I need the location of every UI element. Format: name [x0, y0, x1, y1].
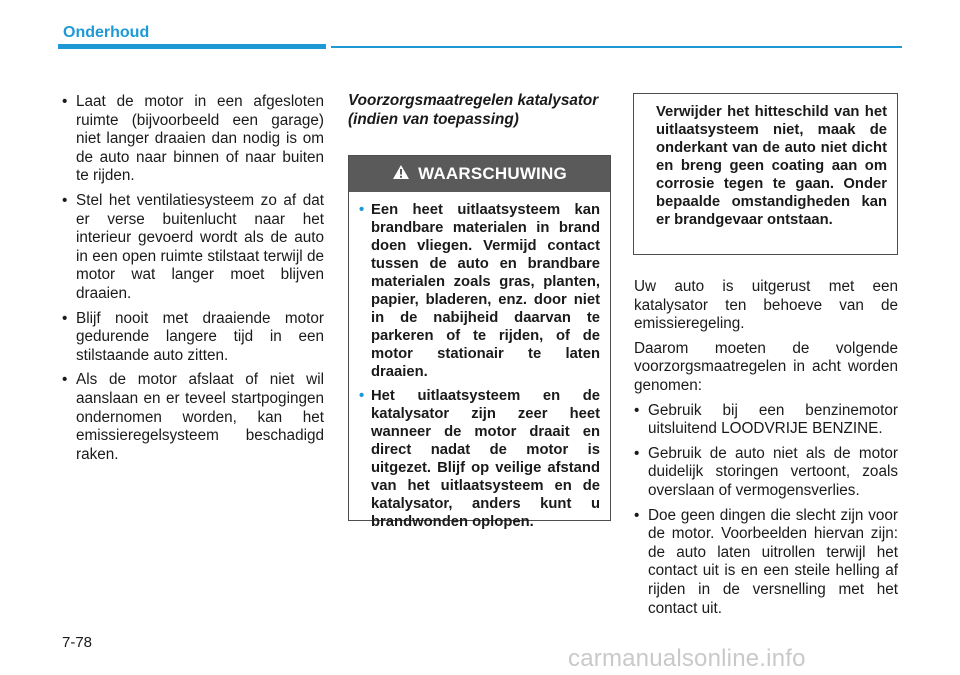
list-item: • Gebruik de auto niet als de motor duidelijk storingen vertoont, zoals overslaan of vermogensverlies.: [634, 445, 898, 501]
warning-header: [349, 156, 610, 192]
list-item: • Als de motor afslaat of niet wil aanslaan en er teveel startpogingen ondernomen worden, kan het emissieregelsysteem beschadigd raken.: [62, 371, 324, 464]
list-item: • Gebruik bij een benzinemotor uitsluitend LOODVRIJE BENZINE.: [634, 402, 898, 439]
header-accent-bar: [58, 44, 326, 49]
warning-title: WAARSCHUWING: [418, 164, 567, 183]
page-number: 7-78: [62, 634, 93, 651]
header-rule: [331, 46, 902, 48]
column-right: [634, 278, 898, 624]
list-item: • Stel het ventilatiesysteem zo af dat er verse buitenlucht naar het interieur gevoerd wordt als de auto in een open ruimte stilstaat terwijl de motor wat langer moet blijven draaien.: [62, 192, 324, 304]
list-item: • Blijf nooit met draaiende motor gedurende langere tijd in een stilstaande auto zitten.: [62, 310, 324, 366]
warning-box: [348, 155, 611, 530]
warning-item: • Een heet uitlaatsysteem kan brandbare materialen in brand doen vliegen. Vermijd contact tussen de auto en brandbare materialen zoals gras, planten, papier, bladeren, enz. door niet in de nabijheid daarvan te parkeren of te rijden, of de motor stationair te laten draaien.: [361, 201, 600, 381]
heat-shield-note: Verwijder het hitteschild van het uitlaatsysteem niet, maak de onderkant van de auto niet dicht en breng geen coating aan om corrosie tegen te gaan. Onder bepaalde omstandigheden kan er brandgevaar ontstaan.: [633, 93, 898, 255]
warning-body: [349, 192, 610, 531]
list-item: • Doe geen dingen die slecht zijn voor de motor. Voorbeelden hiervan zijn: de auto laten uitrollen terwijl het contact uit is en een steile helling af rijden in de versnelling met het contact uit.: [634, 507, 898, 619]
exhaust-tips-list: [62, 93, 324, 464]
precautions-list: [634, 402, 898, 619]
list-item: • Laat de motor in een afgesloten ruimte (bijvoorbeeld een garage) niet langer draaien dan nodig is om de auto naar binnen of naar buiten te rijden.: [62, 93, 324, 186]
precautions-intro-paragraph: Daarom moeten de volgende voorzorgsmaatregelen in acht worden genomen:: [634, 339, 898, 394]
catalyst-subheading: [348, 92, 610, 129]
column-left: [62, 93, 324, 470]
subheading-title: Voorzorgsmaatregelen katalysator: [348, 92, 599, 109]
subheading-qualifier: (indien van toepassing): [348, 110, 519, 128]
catalyst-intro-paragraph: Uw auto is uitgerust met een katalysator ten behoeve van de emissieregeling.: [634, 278, 898, 333]
warning-triangle-icon: [392, 164, 410, 185]
watermark: carmanualsonline.info: [568, 645, 806, 672]
section-title: Onderhoud: [63, 24, 150, 41]
warning-item: • Het uitlaatsysteem en de katalysator zijn zeer heet wanneer de motor draait en direct nadat de motor is uitgezet. Blijf op veilige afstand van het uitlaatsysteem en de katalysator, anders kunt u brandwonden oplopen.: [361, 387, 600, 531]
